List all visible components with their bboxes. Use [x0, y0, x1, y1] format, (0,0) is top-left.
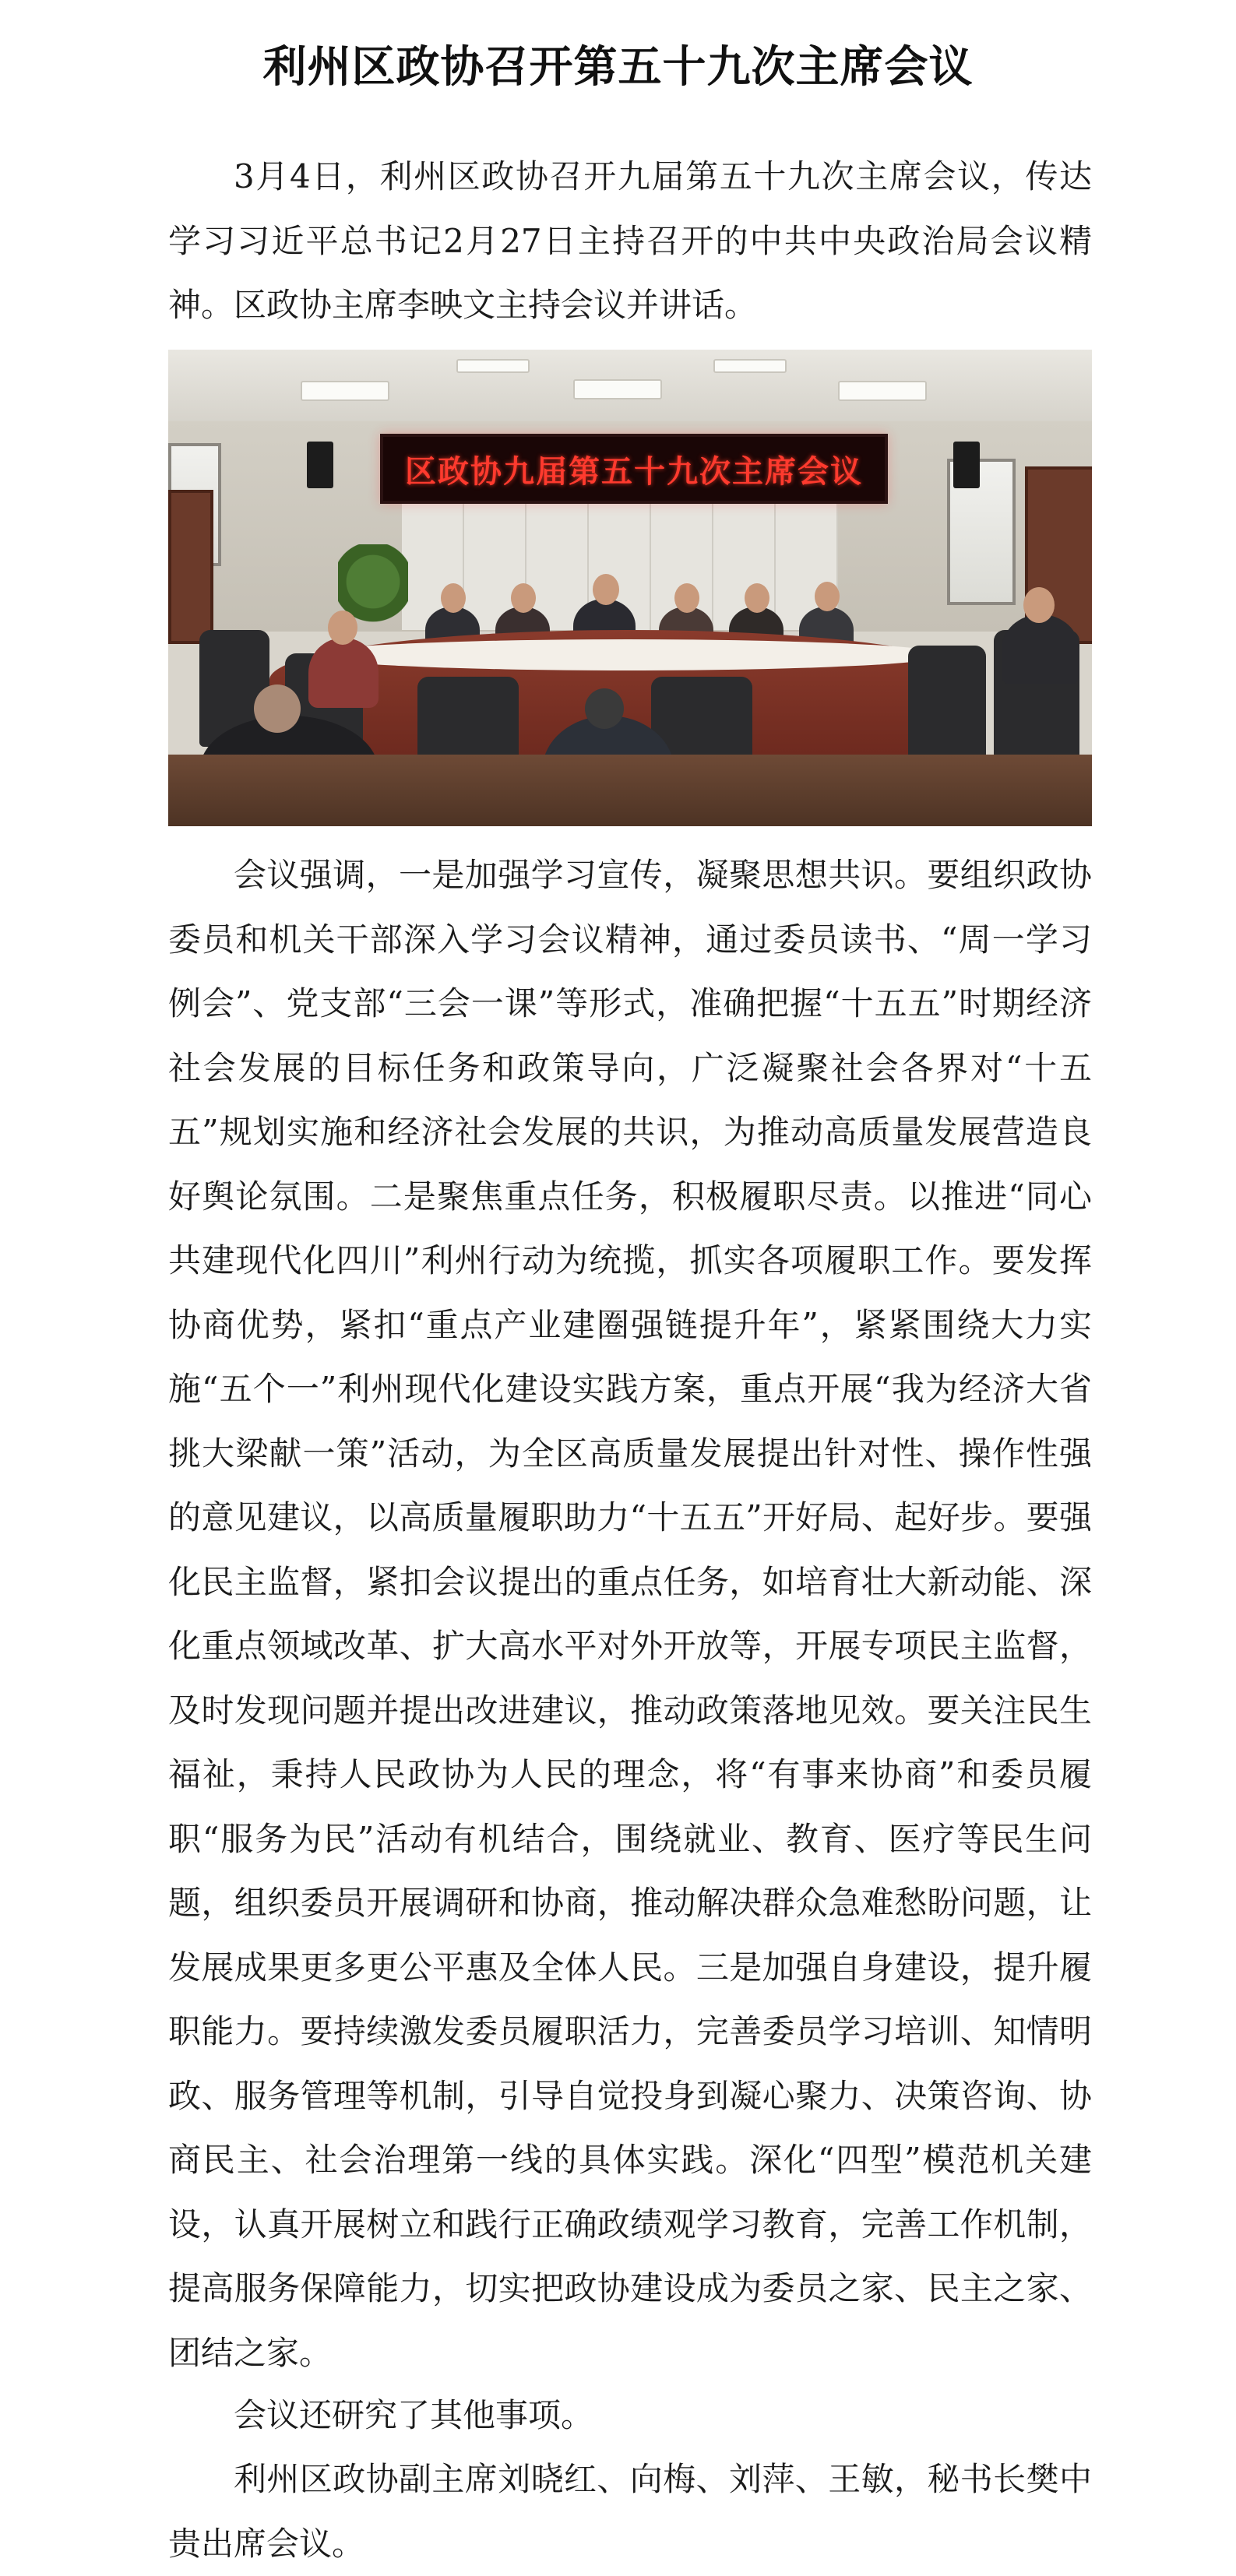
- ceiling-light: [573, 379, 662, 399]
- speaker: [953, 442, 980, 488]
- ceiling-light: [456, 359, 530, 373]
- attendee-head: [593, 574, 619, 605]
- table-top: [308, 639, 947, 670]
- led-sign: [380, 434, 888, 504]
- attendee-head: [328, 611, 357, 645]
- attendee-head: [254, 684, 301, 733]
- chair: [908, 646, 986, 770]
- ceiling-light: [838, 381, 927, 401]
- article-paragraph-1: [168, 145, 1092, 338]
- article-paragraph-2: [168, 843, 1092, 2385]
- article-paragraph-4: [168, 2448, 1092, 2576]
- attendee: [308, 638, 379, 708]
- door: [168, 490, 213, 644]
- article-title: 利州区政协召开第五十九次主席会议: [262, 40, 974, 93]
- paragraph-text: 3月4日，利州区政协召开九届第五十九次主席会议，传达学习习近平总书记2月27日主持召开的中共中央政治局会议精神。区政协主席李映文主持会议并讲话。: [168, 157, 1092, 324]
- attendee-head: [511, 583, 536, 613]
- attendee-head: [585, 688, 624, 729]
- article-paragraph-3: [168, 2384, 1092, 2448]
- photo-floor: [168, 755, 1092, 826]
- paragraph-text: 会议强调，一是加强学习宣传，凝聚思想共识。要组织政协委员和机关干部深入学习会议精神，通过委员读书、“周一学习例会”、党支部“三会一课”等形式，准确把握“十五五”时期经济社会发展的目标任务和政策导向，广泛凝聚社会各界对“十五五”规划实施和经济社会发展的共识，为推动高质量发展营造良好舆论氛围。二是聚焦重点任务，积极履职尽责。以推进“同心共建现代化四川”利州行动为统揽，抓实各项履职工作。要发挥协商优势，紧扣“重点产业建圈强链提升年”，紧紧围绕大力实施“五个一”利州现代化建设实践方案，重点开展“我为经济大省挑大梁献一策”活动，为全区高质量发展提出针对性、操作性强的意见建议，以高质量履职助力“十五五”开好局、起好步。要强化民主监督，紧扣会议提出的重点任务，如培育壮大新动能、深化重点领域改革、扩大高水平对外开放等，开展专项民主监督，及时发现问题并提出改进建议，推动政策落地见效。要关注民生福祉，秉持人民政协为人民的理念，将“有事来协商”和委员履职“服务为民”活动有机结合，围绕就业、教育、医疗等民生问题，组织委员开展调研和协商，推动解决群众急难愁盼问题，让发展成果更多更公平惠及全体人民。三是加强自身建设，提升履职能力。要持续激发委员履职活力，完善委员学习培训、知情明政、服务管理等机制，引导自觉投身到凝心聚力、决策咨询、协商民主、社会治理第一线的具体实践。深化“四型”模范机关建设，认真开展树立和践行正确政绩观学习教育，完善工作机制，提高服务保障能力，切实把政协建设成为委员之家、民主之家、团结之家。: [168, 856, 1092, 2372]
- photo-ceiling: [168, 350, 1092, 421]
- ceiling-light: [301, 381, 389, 401]
- attendee-head: [674, 583, 699, 613]
- paragraph-text: 会议还研究了其他事项。: [234, 2396, 594, 2434]
- attendee-head: [1023, 587, 1055, 623]
- speaker: [307, 442, 333, 488]
- attendee-head: [441, 583, 466, 613]
- attendee: [1002, 614, 1079, 684]
- attendee-head: [745, 583, 769, 613]
- attendee-head: [815, 582, 840, 611]
- ceiling-light: [713, 359, 787, 373]
- led-sign-text: 区政协九届第五十九次主席会议: [405, 453, 863, 490]
- meeting-photo: [168, 350, 1092, 826]
- paragraph-text: 利州区政协副主席刘晓红、向梅、刘萍、王敏，秘书长樊中贵出席会议。: [168, 2460, 1092, 2563]
